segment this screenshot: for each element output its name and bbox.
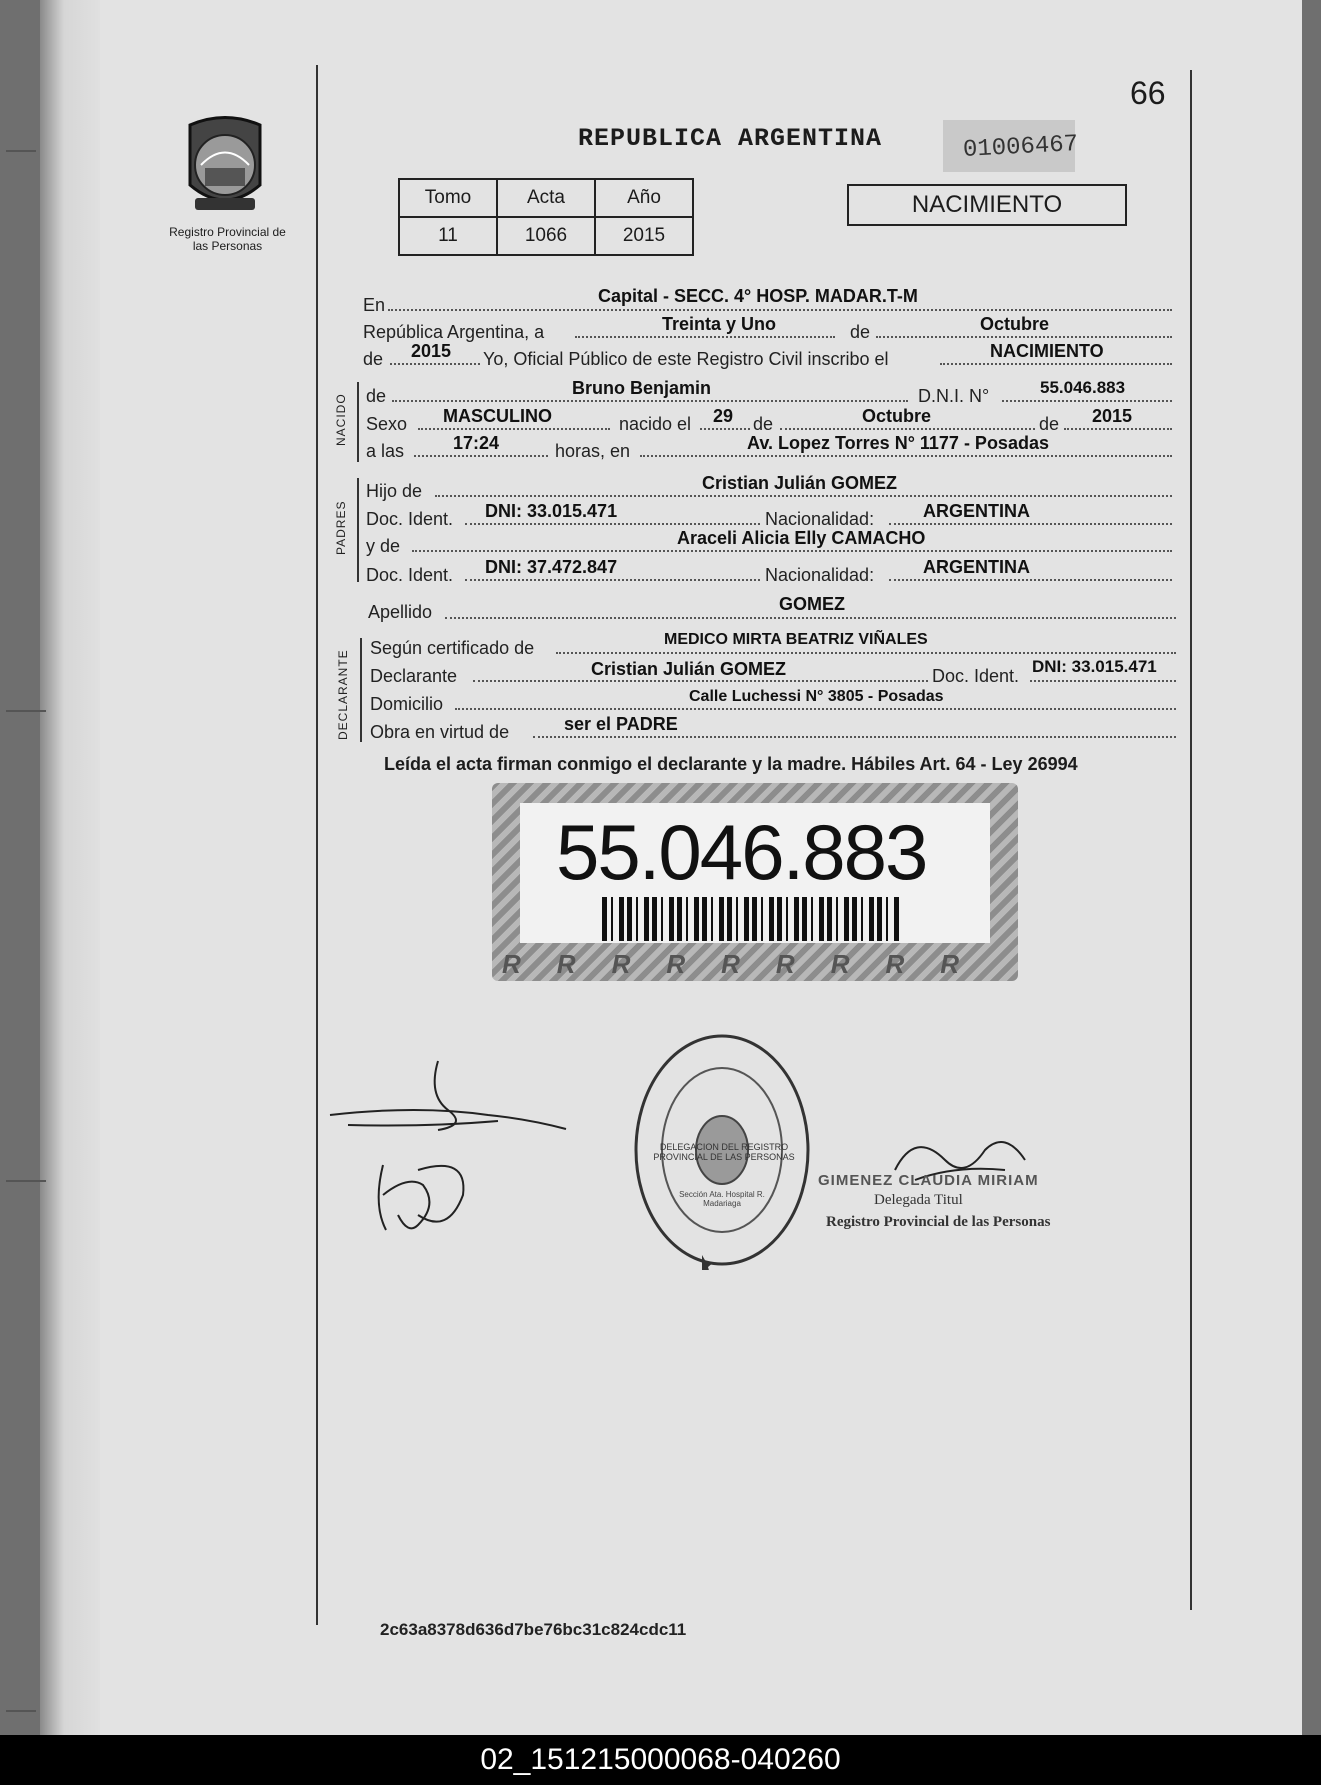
birth-year: 2015 (1092, 406, 1133, 426)
nacido-label: nacido el (619, 414, 692, 434)
sticker-pattern-letter: R (721, 949, 776, 979)
hijo-label: Hijo de (366, 481, 423, 501)
mother-name: Araceli Alicia Elly CAMACHO (677, 528, 926, 548)
domicilio-label: Domicilio (370, 694, 444, 714)
declarant-capacity: ser el PADRE (564, 714, 678, 734)
sticker-pattern-letter: R (830, 949, 886, 979)
section-divider (357, 382, 359, 462)
declarant-name: Cristian Julián GOMEZ (591, 659, 787, 679)
dotted-line (473, 680, 928, 682)
table-header: Tomo (399, 179, 497, 217)
sticker-pattern-letter: R (502, 949, 557, 979)
yde-label: y de (366, 536, 401, 556)
doc-ident-label: Doc. Ident. (932, 666, 1020, 686)
act-word: NACIMIENTO (990, 341, 1104, 361)
right-margin-line (1190, 70, 1192, 1610)
table-header: Acta (497, 179, 595, 217)
act-type: NACIMIENTO (911, 191, 1063, 218)
registry-name: Registro Provincial de las Personas (169, 225, 286, 253)
staple-mark (6, 1710, 36, 1712)
de-label: de (1039, 414, 1060, 434)
dotted-line (889, 523, 1172, 525)
closing-statement: Leída el acta firman conmigo el declarante y la madre. Hábiles Art. 64 - Ley 26994 (384, 754, 1078, 774)
country-title: REPUBLICA ARGENTINA (578, 124, 883, 153)
table-cell: 2015 (595, 217, 693, 255)
domicile: Calle Luchessi N° 3805 - Posadas (689, 688, 944, 705)
dotted-line (780, 428, 1035, 430)
section-divider (360, 638, 362, 742)
page-binding-edge (40, 0, 100, 1735)
de-label: de (753, 414, 774, 434)
dotted-line (1002, 400, 1172, 402)
de-label: de (850, 322, 871, 342)
page-number: 66 (1130, 75, 1166, 111)
provincial-seal-logo (175, 110, 275, 220)
father-name: Cristian Julián GOMEZ (702, 473, 898, 493)
register-table (398, 178, 694, 256)
republica-label: República Argentina, a (363, 322, 545, 342)
table-cell: 1066 (497, 217, 595, 255)
dotted-line (640, 455, 1172, 457)
obra-label: Obra en virtud de (370, 722, 510, 742)
doc-ident-label: Doc. Ident. (366, 565, 454, 585)
child-dni: 55.046.883 (1040, 378, 1126, 397)
file-id: 02_151215000068-040260 (480, 1743, 841, 1776)
dotted-line (575, 336, 835, 338)
section-label-declarante: DECLARANTE (336, 649, 350, 740)
staple-mark (6, 150, 36, 152)
birth-place: Av. Lopez Torres N° 1177 - Posadas (747, 433, 1049, 453)
dotted-line (533, 736, 1176, 738)
barcode (602, 897, 902, 941)
file-id-bar (0, 1735, 1321, 1785)
cert-label: Según certificado de (370, 638, 535, 658)
dni-sticker (492, 783, 1018, 981)
certificate-issuer: MEDICO MIRTA BEATRIZ VIÑALES (664, 631, 928, 648)
declarant-signature (328, 1055, 568, 1245)
officer-text: Yo, Oficial Público de este Registro Civil inscribo el (483, 349, 889, 369)
dotted-line (465, 579, 760, 581)
left-margin-line (316, 65, 318, 1625)
doc-ident-label: Doc. Ident. (366, 509, 454, 529)
sticker-dni-number: 55.046.883 (556, 808, 927, 896)
dotted-line (435, 495, 1172, 497)
act-type-box (847, 184, 1127, 226)
alas-label: a las (366, 441, 405, 461)
sexo-label: Sexo (366, 414, 408, 434)
horas-label: horas, en (555, 441, 631, 461)
official-round-stamp (632, 1030, 812, 1270)
dotted-line (412, 550, 1172, 552)
sticker-pattern-letter: R (940, 949, 996, 979)
nationality-label: Nacionalidad: (765, 509, 875, 529)
dotted-line (392, 400, 908, 402)
father-doc: DNI: 33.015.471 (485, 501, 618, 521)
child-name: Bruno Benjamin (572, 378, 712, 398)
dotted-line (455, 708, 1176, 710)
dotted-line (414, 455, 548, 457)
dotted-line (445, 617, 1176, 619)
registration-month: Octubre (980, 314, 1050, 334)
father-nationality: ARGENTINA (923, 501, 1030, 521)
staple-mark (6, 1180, 46, 1182)
document-hash: 2c63a8378d636d7be76bc31c824cdc11 (380, 1620, 687, 1639)
dotted-line (390, 363, 480, 365)
registration-place: Capital - SECC. 4° HOSP. MADAR.T-M (598, 286, 918, 306)
sticker-pattern-letter: R (666, 949, 722, 979)
stamp-inner-text: Sección Ata. Hospital R. Madariaga (679, 1190, 765, 1208)
registrar-name: GIMENEZ CLAUDIA MIRIAM (818, 1172, 1039, 1189)
sticker-pattern-row (502, 949, 1002, 979)
section-divider (357, 478, 359, 582)
stamp-ring-text: DELEGACION DEL REGISTRO PROVINCIAL DE LAS PERSONAS (653, 1142, 795, 1162)
child-sex: MASCULINO (443, 406, 552, 426)
sticker-pattern-letter: R (611, 949, 667, 979)
surname: GOMEZ (779, 594, 845, 614)
declarant-doc: DNI: 33.015.471 (1032, 657, 1157, 676)
table-cell: 11 (399, 217, 497, 255)
birth-month: Octubre (862, 406, 932, 426)
dotted-line (876, 336, 1172, 338)
mother-nationality: ARGENTINA (923, 557, 1030, 577)
declarante-label: Declarante (370, 666, 458, 686)
sticker-pattern-letter: R (885, 949, 941, 979)
table-header: Año (595, 179, 693, 217)
registration-year: 2015 (411, 341, 452, 361)
mother-doc: DNI: 37.472.847 (485, 557, 618, 577)
dni-label: D.N.I. N° (918, 386, 990, 406)
nationality-label: Nacionalidad: (765, 565, 875, 585)
registration-day: Treinta y Uno (662, 314, 777, 334)
dotted-line (1064, 428, 1172, 430)
de-label: de (363, 349, 384, 369)
registrar-title: Delegada Titul (874, 1192, 963, 1208)
dotted-line (1030, 680, 1176, 682)
dotted-line (418, 428, 610, 430)
dotted-line (700, 428, 750, 430)
dotted-line (388, 309, 1172, 311)
dotted-line (889, 579, 1172, 581)
sticker-pattern-letter: R (556, 949, 612, 979)
sticker-label (520, 803, 990, 943)
serial-number: 01006467 (962, 131, 1079, 164)
de-label: de (366, 386, 387, 406)
dotted-line (465, 523, 760, 525)
en-label: En (363, 295, 386, 315)
dotted-line (556, 652, 1176, 654)
dotted-line (940, 363, 1172, 365)
staple-mark (6, 710, 46, 712)
sticker-pattern-letter: R (775, 949, 831, 979)
registrar-org: Registro Provincial de las Personas (826, 1214, 1051, 1230)
section-label-padres: PADRES (334, 500, 348, 555)
serial-number-stamp (943, 120, 1079, 172)
birth-day: 29 (713, 406, 734, 426)
birth-time: 17:24 (453, 433, 500, 453)
apellido-label: Apellido (368, 602, 433, 622)
section-label-nacido: NACIDO (334, 393, 348, 446)
